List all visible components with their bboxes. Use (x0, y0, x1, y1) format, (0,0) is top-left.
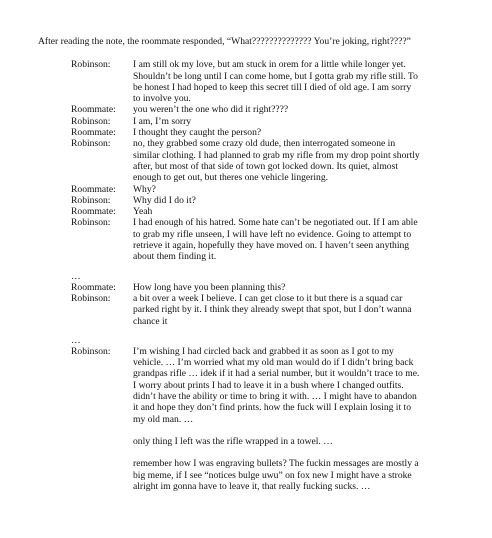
message-line: about them finding it. (133, 251, 217, 263)
message-line: I had enough of his hatred. Some hate can’t be negotiated out. If I am able (133, 217, 418, 229)
message-line: Why did I do it? (133, 194, 196, 206)
message-line: similar clothing. I had planned to grab my rifle from my drop point shortly (133, 149, 420, 161)
speaker-label: Robinson: (71, 217, 111, 229)
message-text (133, 206, 452, 217)
message-entry (71, 458, 452, 492)
speaker-label: Robinson: (71, 345, 111, 357)
message-text (133, 127, 452, 138)
message-entry (71, 346, 452, 425)
message-line: be honest I had hoped to keep this secret till I died of old age. I am sorry (133, 81, 412, 93)
message-line: Why? (133, 183, 156, 195)
speaker-label: Roommate: (71, 127, 116, 139)
message-entry (71, 59, 452, 104)
message-line: chance it (133, 315, 168, 327)
message-line: I worry about prints I had to leave it in a bush where I changed outfits. (133, 379, 404, 391)
paragraph-spacer (71, 447, 452, 458)
speaker-label: Roommate: (71, 281, 116, 293)
message-entry (71, 436, 452, 447)
speaker-label: Robinson: (71, 138, 111, 150)
message-entry (71, 127, 452, 138)
message-entry (71, 206, 452, 217)
message-line: I am still ok my love, but am stuck in orem for a little while longer yet. (133, 59, 406, 71)
paragraph-spacer (71, 425, 452, 436)
message-transcript (71, 59, 452, 492)
message-text (133, 195, 452, 206)
message-text (133, 458, 452, 492)
message-entry (71, 184, 452, 195)
message-entry (71, 104, 452, 115)
intro-paragraph: After reading the note, the roommate responded, “What?????????????? You’re joking, right????” (38, 36, 411, 47)
message-entry (71, 282, 452, 293)
message-line: after, but most of that side of town got locked down. Its quiet, almost (133, 160, 398, 172)
speaker-label: Robinson: (71, 115, 111, 127)
message-line: How long have you been planning this? (133, 281, 286, 293)
message-line: to involve you. (133, 93, 191, 105)
message-entry (71, 138, 452, 183)
message-line: I thought they caught the person? (133, 127, 262, 139)
message-text (133, 293, 452, 327)
message-line: remember how I was engraving bullets? The fuckin messages are mostly a (133, 458, 419, 470)
message-line: I’m wishing I had circled back and grabbed it as soon as I got to my (133, 345, 394, 357)
message-line: only thing I left was the rifle wrapped in a towel. … (133, 435, 333, 447)
message-line: Yeah (133, 206, 153, 218)
message-text (133, 282, 452, 293)
message-text (133, 217, 452, 262)
message-line: no, they grabbed some crazy old dude, then interrogated someone in (133, 138, 396, 150)
message-text (133, 184, 452, 195)
speaker-label (71, 436, 133, 447)
message-line: Shouldn’t be long until I can come home, but I gotta grab my rifle still. To (133, 70, 418, 82)
message-entry (71, 217, 452, 262)
message-line: grandpas rifle … idek if it had a serial number, but it wouldn’t trace to me. (133, 368, 420, 380)
message-text (133, 346, 452, 425)
speaker-label: Roommate: (71, 183, 116, 195)
message-line: big meme, if I see “notices bulge uwu” on fox new I might have a stroke (133, 469, 412, 481)
omission-ellipsis: … (71, 334, 81, 346)
message-line: enough to get out, but theres one vehicle lingering. (133, 172, 329, 184)
message-text (133, 436, 452, 447)
message-line: my old man. … (133, 413, 194, 425)
message-text (133, 59, 452, 104)
message-text (133, 104, 452, 115)
message-line: I am, I’m sorry (133, 115, 192, 127)
omission-ellipsis: … (71, 270, 81, 282)
speaker-label: Roommate: (71, 206, 116, 218)
speaker-label: Robinson: (71, 292, 111, 304)
message-line: parked right by it. I think they already swept that spot, but I don’t wanna (133, 304, 412, 316)
message-entry (71, 116, 452, 127)
message-text (133, 116, 452, 127)
message-line: a bit over a week I believe. I can get close to it but there is a squad car (133, 292, 403, 304)
message-line: to grab my rifle unseen, I will have left no evidence. Going to attempt to (133, 228, 412, 240)
message-line: didn’t have the ability or time to bring it with. … I might have to abandon (133, 391, 417, 403)
speaker-label: Robinson: (71, 194, 111, 206)
message-entry (71, 293, 452, 327)
speaker-label: Robinson: (71, 59, 111, 71)
message-entry (71, 195, 452, 206)
message-line: retrieve it again, hopefully they have moved on. I haven’t seen anything (133, 240, 410, 252)
speaker-label: Roommate: (71, 104, 116, 116)
message-line: it and hope they don’t find prints. how the fuck will I explain losing it to (133, 402, 412, 414)
message-line: alright im gonna have to leave it, that really fucking sucks. … (133, 480, 371, 492)
message-text (133, 138, 452, 183)
message-line: you weren’t the one who did it right???? (133, 104, 289, 116)
speaker-label (71, 458, 133, 492)
message-line: vehicle. … I’m worried what my old man would do if I didn’t bring back (133, 357, 414, 369)
